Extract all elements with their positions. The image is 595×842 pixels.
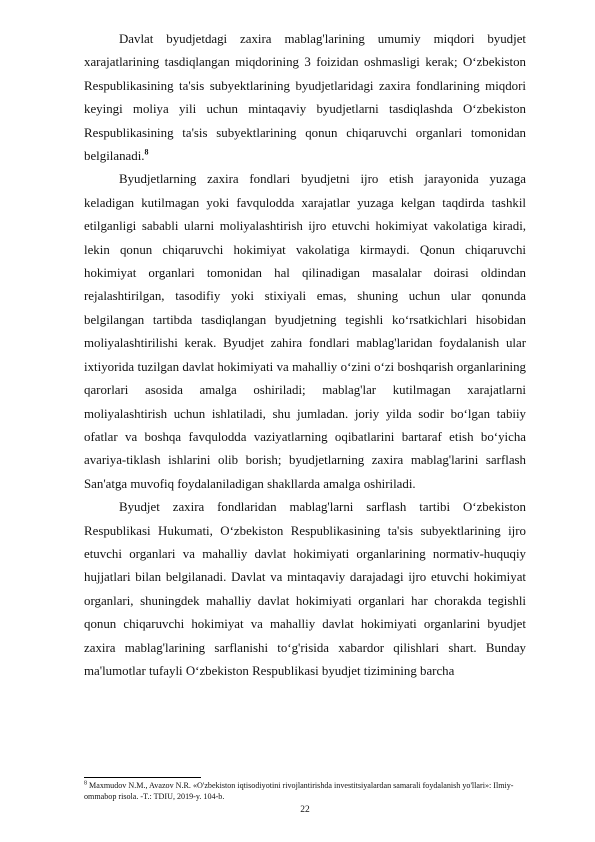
page-number: 22 [300,805,310,815]
footnote [84,780,526,802]
footnote-reference[interactable]: 8 [144,147,149,157]
paragraph-3: Byudjet zaxira fondlaridan mablag'larni sarflash tartibi O‘zbekiston Respublikasi Hukumati, O‘zbekiston Respublikasining ta'sis subyektlarining ijro etuvchi organlari va mahalliy davlat hokimiyati organlarining normativ-huquqiy hujjatlari bilan belgilanadi. Davlat va mintaqaviy darajadagi ijro etuvchi hokimiyat organlari, shuningdek mahalliy davlat hokimiyati organlari har chorakda tegishli qonun chiqaruvchi hokimiyat va mahalliy davlat hokimiyati organlarini byudjet zaxira mablag'larining sarflanishi to‘g'risida xabardor qilishlari shart. Bunday ma'lumotlar tufayli O‘zbekiston Respublikasi byudjet tizimining barcha [84,500,526,678]
paragraph-1-text: Davlat byudjetdagi zaxira mablag'larining umumiy miqdori byudjet xarajatlarining tasdiqlangan miqdorining 3 foizidan oshmasligi kerak; O‘zbekiston Respublikasining ta'sis subyektlarining byudjetlaridagi zaxira fondlarining miqdori keyingi moliya yili uchun mintaqaviy byudjetlarni tasdiqlashda O‘zbekiston Respublikasining ta'sis subyektlarining qonun chiqaruvchi organlari tomonidan belgilanadi. [84,32,526,164]
footnote-number: 8 [84,780,87,787]
document-page [84,28,526,828]
paragraph-1 [84,28,526,168]
paragraph-2: Byudjetlarning zaxira fondlari byudjetni ijro etish jarayonida yuzaga keladigan kutilmagan yoki favqulodda xarajatlar yuzaga kelgan taqdirda tashkil etilganligi sababli ularni moliyalashtirish ijro etuvchi hokimiyat vakolatiga kiradi, lekin qonun chiqaruvchi hokimiyat vakolatiga kirmaydi. Qonun chiqaruvchi hokimiyat organlari tomonidan hal qilinadigan masalalar doirasi oldindan rejalashtirilgan, tasodifiy yoki stixiyali emas, shuning uchun ular qonunda belgilangan tartibda tasdiqlangan byudjetning tegishli ko‘rsatkichlari hisobidan moliyalashtirilishi kerak. Byudjet zahira fondlari mablag'laridan foydalanish ular ixtiyorida tuzilgan davlat hokimiyati va mahalliy o‘zini o‘zi boshqarish organlarining qarorlari asosida amalga oshiriladi; mablag'lar kutilmagan xarajatlarni moliyalashtirish uchun ishlatiladi, shu jumladan. joriy yilda sodir bo‘lgan tabiiy ofatlar va boshqa favqulodda vaziyatlarning oqibatlarini bartaraf etish bo‘yicha avariya-tiklash ishlarini olib borish; byudjetlarning zaxira mablag'larini sarflash San'atga muvofiq foydalaniladigan shakllarda amalga oshiriladi. [84,172,526,491]
footnote-text: Maxmudov N.M., Avazov N.R. «O'zbekiston iqtisodiyotini rivojlantirishda investitsiyalardan samarali foydalanish yo'llari»: Ilmiy-ommabop risola. -T.: TDIU, 2019-y. 104-b. [84,781,514,801]
footnote-divider [84,777,201,778]
